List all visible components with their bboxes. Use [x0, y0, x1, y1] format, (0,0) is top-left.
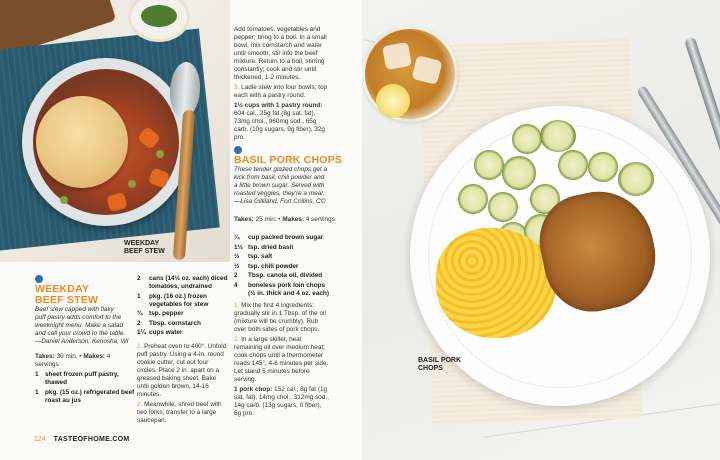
title-line: WEEKDAY	[35, 283, 90, 295]
recipe-badge-icon	[234, 146, 242, 154]
step	[234, 26, 328, 82]
ingredient-text: boneless pork loin chops (½ in. thick and 4 oz. each)	[248, 281, 329, 297]
pork-title: BASIL PORK CHOPS	[234, 154, 343, 166]
intro-line: Beef stew capped with flaky	[35, 306, 114, 313]
pork-intro	[234, 166, 334, 206]
mac-and-cheese	[436, 228, 556, 338]
ingredient-text: cup packed brown sugar	[248, 234, 324, 241]
ingredient-qty: 1¼	[137, 329, 146, 336]
ingredient-text: tsp. salt	[248, 253, 273, 260]
ingredient-text: tsp. chili powder	[248, 262, 299, 270]
takes-value: 30 min.	[56, 353, 78, 360]
step-text: Ladle stew into four bowls; top each with a pastry round.	[234, 84, 328, 99]
takes-label: Takes:	[35, 353, 55, 360]
step-text: Add tomatoes, vegetables and pepper; bring to a boil. In a small bowl, mix cornstarch and water until smooth; stir into the beef mixture. Return to a boil, stirring constantly; cook and stir until thickened, 1-2 minutes.	[234, 26, 327, 81]
page-number: 124	[34, 436, 46, 443]
nutrition-text: 604 cal., 25g fat (8g sat. fat), 73mg chol., 960mg sod., 65g carb. (10g sugars, 9g fiber), 32g pro.	[234, 110, 325, 141]
pork-nutrition	[234, 386, 330, 418]
ingredient-qty: 2	[137, 319, 141, 327]
stew-nutrition	[234, 102, 328, 142]
intro-line: weeknight menu. Make a salad	[35, 322, 124, 329]
intro-line: puff pastry adds comfort to the	[35, 314, 122, 321]
ingredient-item	[137, 329, 229, 337]
ingredient-text: pkg. (16 oz.) frozen vegetables for stew	[149, 292, 209, 308]
ingredient-item	[137, 320, 229, 328]
takes-value: 25 min.	[255, 216, 277, 223]
pork-meta: Takes: 25 min. • Makes: 4 servings	[234, 216, 335, 223]
pea	[156, 150, 164, 158]
step-number: 3.	[234, 84, 240, 91]
zucchini-slice	[458, 184, 488, 214]
ingredient-item	[137, 310, 229, 318]
stew-ingredients-col2	[137, 275, 229, 339]
stew-ingredients-col1	[35, 371, 135, 406]
zucchini-slice	[474, 150, 504, 180]
step	[234, 302, 330, 334]
ingredient-text: tsp. dried basil	[248, 243, 294, 251]
zucchini-slice	[618, 162, 654, 196]
ingredient-item	[35, 389, 135, 405]
step-number: 2.	[234, 336, 240, 343]
step-text: In a large skillet, heat remaining oil over medium heat; cook chops until a thermometer reads 145°, 4-6 minutes per side. Let stand 5 minutes before serving.	[234, 336, 329, 383]
intro-line: —Lisa Gilliland, Fort Collins, CO	[234, 198, 326, 205]
ingredient-qty: 1	[137, 292, 141, 300]
caption-line: CHOPS	[418, 365, 443, 372]
ingredient-qty: 4	[234, 281, 238, 289]
stew-photo-caption	[124, 240, 165, 256]
caption-line: BEEF STEW	[124, 248, 165, 255]
makes-label: Makes:	[83, 353, 105, 360]
ingredient-qty: 1	[35, 388, 39, 396]
ingredient-item	[234, 253, 334, 261]
ingredient-text: pkg. (15 oz.) refrigerated beef roast au jus	[45, 388, 135, 404]
step	[137, 401, 229, 425]
zucchini-slice	[512, 124, 542, 154]
ingredient-text: sheet frozen puff pastry, thawed	[45, 371, 119, 386]
nutrition-serving: 1½ cups with 1 pastry round:	[234, 102, 323, 109]
ingredient-item	[234, 272, 334, 280]
stew-steps-col2	[137, 343, 229, 427]
pea	[60, 196, 68, 204]
intro-line: roasted veggies, they're a meal.	[234, 190, 325, 197]
ingredient-item	[234, 263, 334, 271]
step	[234, 84, 328, 100]
zucchini-slice	[502, 156, 536, 190]
step	[137, 343, 229, 399]
nutrition-text: 152 cal., 8g fat (1g sat. fat), 14mg chol., 312mg sod., 14g carb. (13g sugars, 0 fiber), 6g pro.	[234, 386, 329, 417]
stew-intro	[35, 306, 131, 346]
intro-line: and call your crowd to the table.	[35, 330, 126, 337]
pea	[128, 180, 136, 188]
ingredient-qty: ¾	[137, 310, 143, 317]
ingredient-qty: 2	[137, 275, 141, 282]
stew-steps-col3	[234, 26, 328, 142]
stew-meta: Takes: 30 min. • Makes: 4 servings	[35, 353, 111, 368]
ingredient-item	[137, 275, 229, 291]
beef-stew-photo	[0, 0, 230, 262]
step-number: 1.	[137, 343, 143, 350]
right-page	[362, 0, 720, 460]
ingredient-qty: ½	[234, 253, 240, 260]
step-number: 2.	[137, 401, 143, 408]
ingredient-qty: 2	[234, 272, 238, 279]
zucchini-slice	[558, 150, 588, 180]
intro-line: These tender glazed chops get a	[234, 166, 328, 173]
intro-line: kick from basil, chili powder and	[234, 174, 325, 181]
caption-line: WEEKDAY	[124, 240, 160, 247]
nutrition-serving: 1 pork chop:	[234, 386, 273, 393]
intro-line: a little brown sugar. Served with	[234, 182, 325, 189]
pork-ingredients	[234, 234, 334, 299]
page-folio	[34, 436, 130, 443]
zucchini-slice	[488, 192, 518, 222]
puff-pastry-round	[36, 96, 128, 188]
website-name: TASTEOFHOME.COM	[53, 436, 130, 443]
ingredient-text: Tbsp. canola oil, divided	[248, 272, 323, 279]
ingredient-item	[234, 234, 334, 242]
zucchini-slice	[588, 152, 618, 182]
step-number: 1.	[234, 302, 240, 309]
ingredient-qty: ½	[234, 262, 240, 270]
makes-value: 4 servings	[305, 216, 335, 223]
makes-value: 4 servings	[35, 353, 111, 368]
step-text: Mix the first 4 ingredients; gradually stir in 1 Tbsp. of the oil (mixture will be crumbly). Rub over both sides of pork chops.	[234, 302, 326, 333]
ice-cube	[382, 42, 412, 70]
ingredient-text: Tbsp. cornstarch	[149, 319, 201, 327]
step	[234, 336, 330, 384]
stew-title	[35, 284, 98, 306]
ingredient-item	[234, 282, 334, 298]
title-line: BEEF STEW	[35, 294, 99, 306]
ingredient-qty: ¼	[234, 234, 240, 241]
ingredient-item	[234, 244, 334, 252]
ingredient-qty: 1	[35, 371, 39, 378]
step-text: Meanwhile, shred beef with two forks; transfer to a large saucepan.	[137, 401, 222, 424]
recipe-badge-icon	[35, 275, 43, 283]
ingredient-text: tsp. pepper	[149, 310, 184, 317]
ingredient-text: cans (14½ oz. each) diced tomatoes, undrained	[149, 275, 228, 290]
makes-label: Makes:	[282, 216, 304, 223]
lemon-slice	[376, 84, 410, 118]
ingredient-item	[35, 371, 135, 387]
pork-steps	[234, 302, 330, 418]
step-text: Preheat oven to 400°. Unfold puff pastry. Using a 4-in. round cookie cutter, cut out four circles. Place 2 in. apart on a greased baking sheet. Bake until golden brown, 14-16 minutes.	[137, 343, 227, 398]
takes-label: Takes:	[234, 216, 254, 223]
zucchini-slice	[540, 120, 576, 152]
caption-line: BASIL PORK	[418, 357, 462, 364]
pork-photo-caption	[418, 357, 461, 373]
ingredient-text: cups water	[149, 329, 183, 336]
ingredient-item	[137, 293, 229, 309]
ingredient-qty: 1½	[234, 243, 243, 251]
intro-line: —Daniel Anderson, Kenosha, WI	[35, 338, 129, 345]
